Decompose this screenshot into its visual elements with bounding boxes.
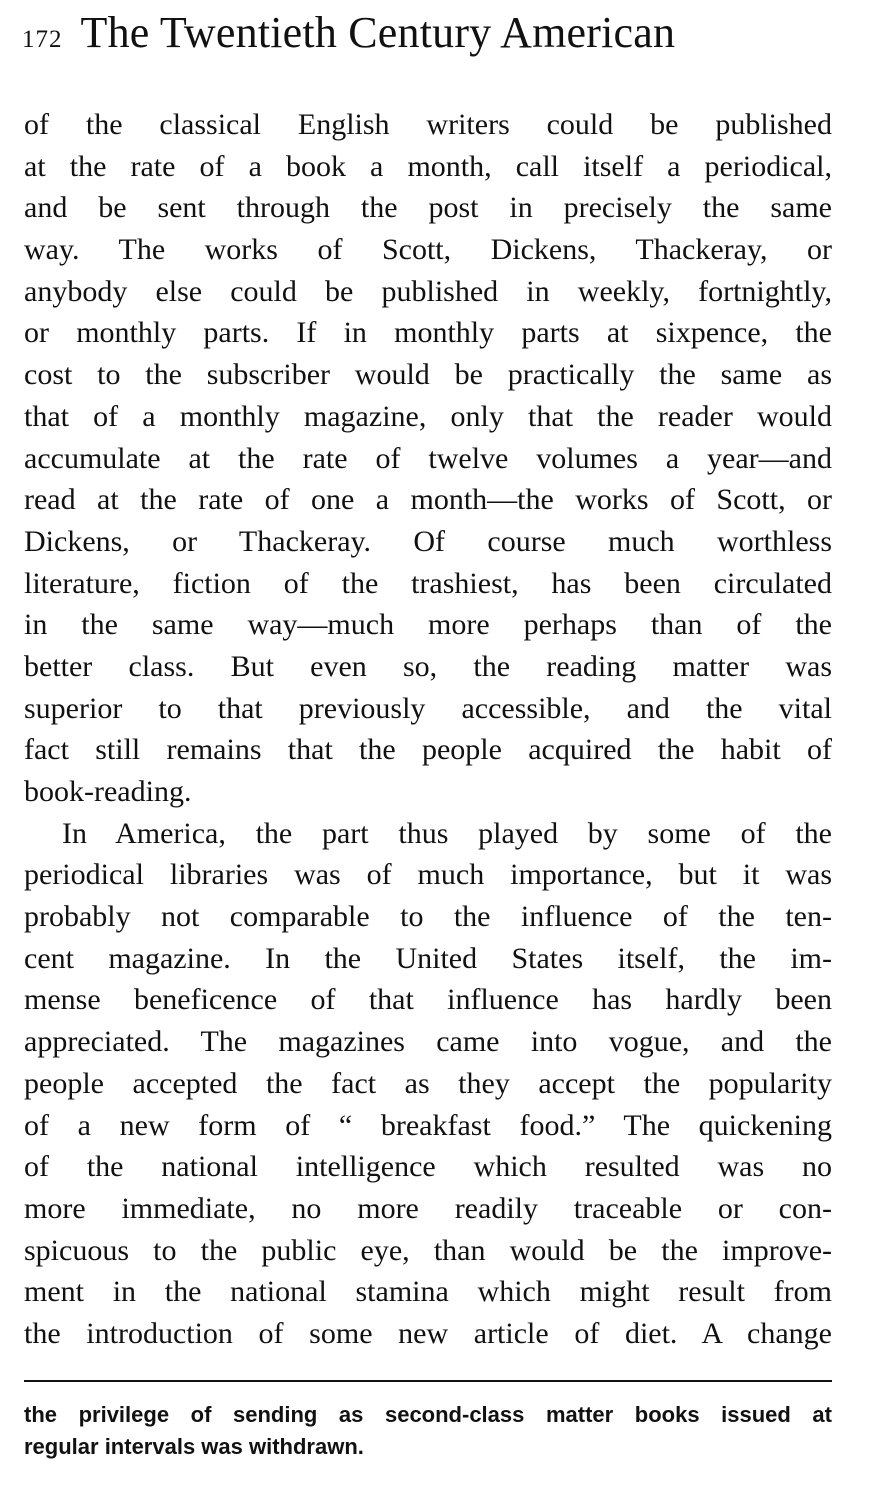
paragraph-1 — [24, 104, 832, 813]
text-line: book-reading. — [24, 775, 192, 808]
text-line: appreciated. The magazines came into vogue, and the — [24, 1025, 832, 1059]
text-line: ment in the national stamina which might result from — [24, 1275, 832, 1309]
footnote-rule — [24, 1380, 832, 1382]
text-line: and be sent through the post in precisely the same — [24, 191, 832, 225]
text-line: spicuous to the public eye, than would be the improve- — [24, 1233, 832, 1267]
text-line: In America, the part thus played by some of the — [62, 816, 832, 850]
text-line: people accepted the fact as they accept the popularity — [24, 1066, 832, 1100]
running-title: The Twentieth Century American — [80, 8, 676, 57]
text-line: fact still remains that the people acquired the habit of — [24, 733, 832, 767]
text-line: the introduction of some new article of diet. A change — [24, 1316, 832, 1350]
text-line: better class. But even so, the reading matter was — [24, 649, 832, 683]
body-text — [24, 104, 832, 1355]
text-line: probably not comparable to the influence of the ten- — [24, 900, 832, 934]
text-line: more immediate, no more readily traceable or con- — [24, 1191, 832, 1225]
text-line: at the rate of a book a month, call itself a periodical, — [24, 149, 832, 183]
text-line: read at the rate of one a month—the works of Scott, or — [24, 483, 832, 517]
text-line: of the national intelligence which resulted was no — [24, 1150, 832, 1184]
text-line: mense beneficence of that influence has hardly been — [24, 983, 832, 1017]
text-line: accumulate at the rate of twelve volumes a year—and — [24, 441, 832, 475]
text-line: literature, fiction of the trashiest, has been circulated — [24, 566, 832, 600]
footnote-line: the privilege of sending as second-class matter books issued at — [24, 1402, 832, 1427]
text-line: way. The works of Scott, Dickens, Thackeray, or — [24, 233, 832, 267]
text-line: Dickens, or Thackeray. Of course much worthless — [24, 524, 832, 558]
paragraph-2 — [24, 813, 832, 1355]
footnote-line: regular intervals was withdrawn. — [24, 1434, 364, 1459]
text-line: superior to that previously accessible, and the vital — [24, 691, 832, 725]
text-line: in the same way—much more perhaps than of the — [24, 608, 832, 642]
running-head — [22, 0, 842, 70]
page-number: 172 — [22, 26, 63, 53]
text-line: of a new form of “ breakfast food.” The quickening — [24, 1108, 832, 1142]
text-line: of the classical English writers could be published — [24, 108, 832, 141]
text-line: that of a monthly magazine, only that the reader would — [24, 399, 832, 433]
text-line: periodical libraries was of much importance, but it was — [24, 858, 832, 892]
text-line: cent magazine. In the United States itself, the im- — [24, 941, 832, 975]
text-line: or monthly parts. If in monthly parts at sixpence, the — [24, 316, 832, 350]
text-line: cost to the subscriber would be practically the same as — [24, 358, 832, 392]
footnote — [24, 1399, 832, 1463]
text-line: anybody else could be published in weekly, fortnightly, — [24, 274, 832, 308]
